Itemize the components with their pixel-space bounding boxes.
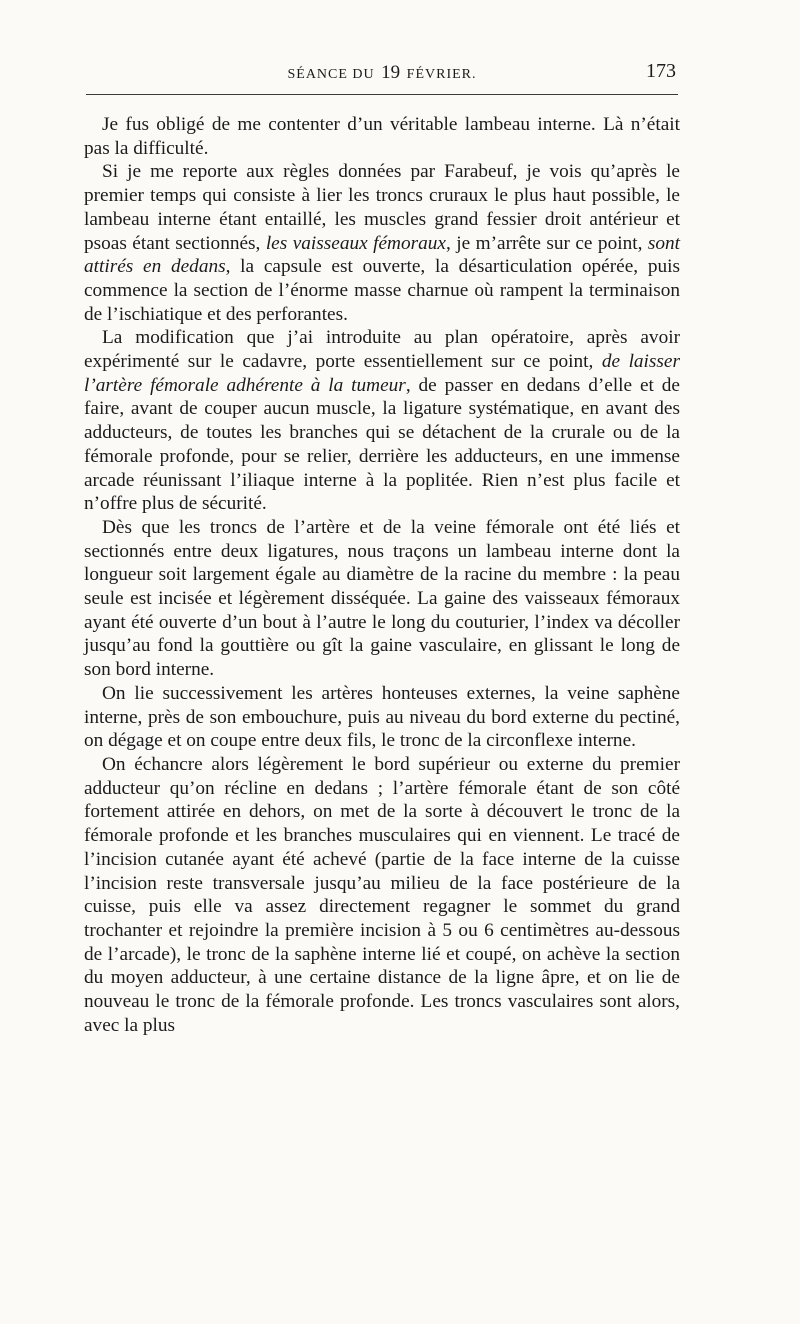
paragraph-text: Dès que les troncs de l’artère et de la veine fémorale ont été liés et sectionnés entre deux ligatures, nous traçons un lambeau interne dont la longueur soit largement égale au diamètre de la racine du membre : la peau seule est incisée et légèrement disséquée. La gaine des vaisseaux fémoraux ayant été ouverte d’un bout à l’autre le long du couturier, l’index va décoller jusqu’au fond la gouttière ou gît la gaine vasculaire, en glissant le long de son bord interne.	[84, 516, 680, 681]
italic-phrase: les vaisseaux fémoraux	[265, 232, 446, 254]
body-text	[84, 113, 680, 1037]
paragraph-text: On lie successivement les artères honteuses externes, la veine saphène interne, près de son embouchure, puis au niveau du bord externe du pectiné, on dégage et on coupe entre deux fils, le tronc de la circonflexe interne.	[84, 682, 680, 752]
paragraph-text: La modification que j’ai introduite au plan opératoire, après avoir expérimenté sur le cadavre, porte essentiellement sur ce point,	[84, 327, 680, 373]
running-head	[86, 60, 678, 86]
italic-phrase: de laisser l’artère fémorale adhérente à la tumeur	[84, 351, 680, 396]
page-number: 173	[646, 60, 676, 82]
paragraph-2	[84, 160, 680, 326]
italic-phrase: sont attirés en dedans	[84, 232, 681, 278]
paragraph-6	[84, 753, 680, 1037]
paragraph-text: , la capsule est ouverte, la désarticulation opérée, puis commence la section de l’énorme masse charnue où rampent la terminaison de l’ischiatique et des perforantes.	[84, 256, 680, 325]
paragraph-text: On échancre alors légèrement le bord supérieur ou externe du premier adducteur qu’on récline en dedans ; l’artère fémorale étant de son côté fortement attirée en dehors, on met de la sorte à découvert le tronc de la fémorale profonde et les branches musculaires qui en viennent. Le tracé de l’incision cutanée ayant été achevé (partie de la face interne de la cuisse l’incision reste transversale jusqu’au milieu de la face postérieure de la cuisse, puis elle va assez directement regagner le sommet du grand trochanter et rejoindre la première incision à 5 ou 6 centimètres au-dessous de l’arcade), le tronc de la saphène interne lié et coupé, on achève la section du moyen adducteur, à une certaine distance de la ligne âpre, et on lie de nouveau le tronc de la fémorale profonde. Les troncs vasculaires sont alors, avec la plus	[84, 753, 680, 1036]
running-title-month: FÉVRIER.	[406, 67, 477, 82]
paragraph-4	[84, 516, 680, 682]
running-title	[86, 62, 678, 84]
paragraph-5	[84, 682, 680, 753]
paragraph-text: , je m’arrête sur ce point,	[445, 232, 648, 254]
paragraph-1	[84, 113, 680, 160]
paragraph-3	[84, 326, 680, 516]
running-title-day: 19	[381, 62, 401, 83]
header-rule	[86, 94, 678, 95]
paragraph-text: Si je me reporte aux règles données par Farabeuf, je vois qu’après le premier temps qui consiste à lier les troncs cruraux le plus haut possible, le lambeau interne étant entaillé, les muscles grand fessier droit antérieur et psoas étant sectionnés,	[84, 161, 680, 254]
paragraph-text: , de passer en dedans d’elle et de faire, avant de couper aucun muscle, la ligature systématique, en avant des adducteurs, de toutes les branches qui se détachent de la crurale ou de la fémorale profonde, pour se relier, derrière les adducteurs, en une immense arcade réunissant l’iliaque interne à la poplitée. Rien n’est plus facile et n’offre plus de sécurité.	[84, 374, 680, 515]
paragraph-text: Je fus obligé de me contenter d’un véritable lambeau interne. Là n’était pas la difficulté.	[84, 114, 680, 159]
running-title-prefix: SÉANCE DU	[287, 67, 375, 82]
